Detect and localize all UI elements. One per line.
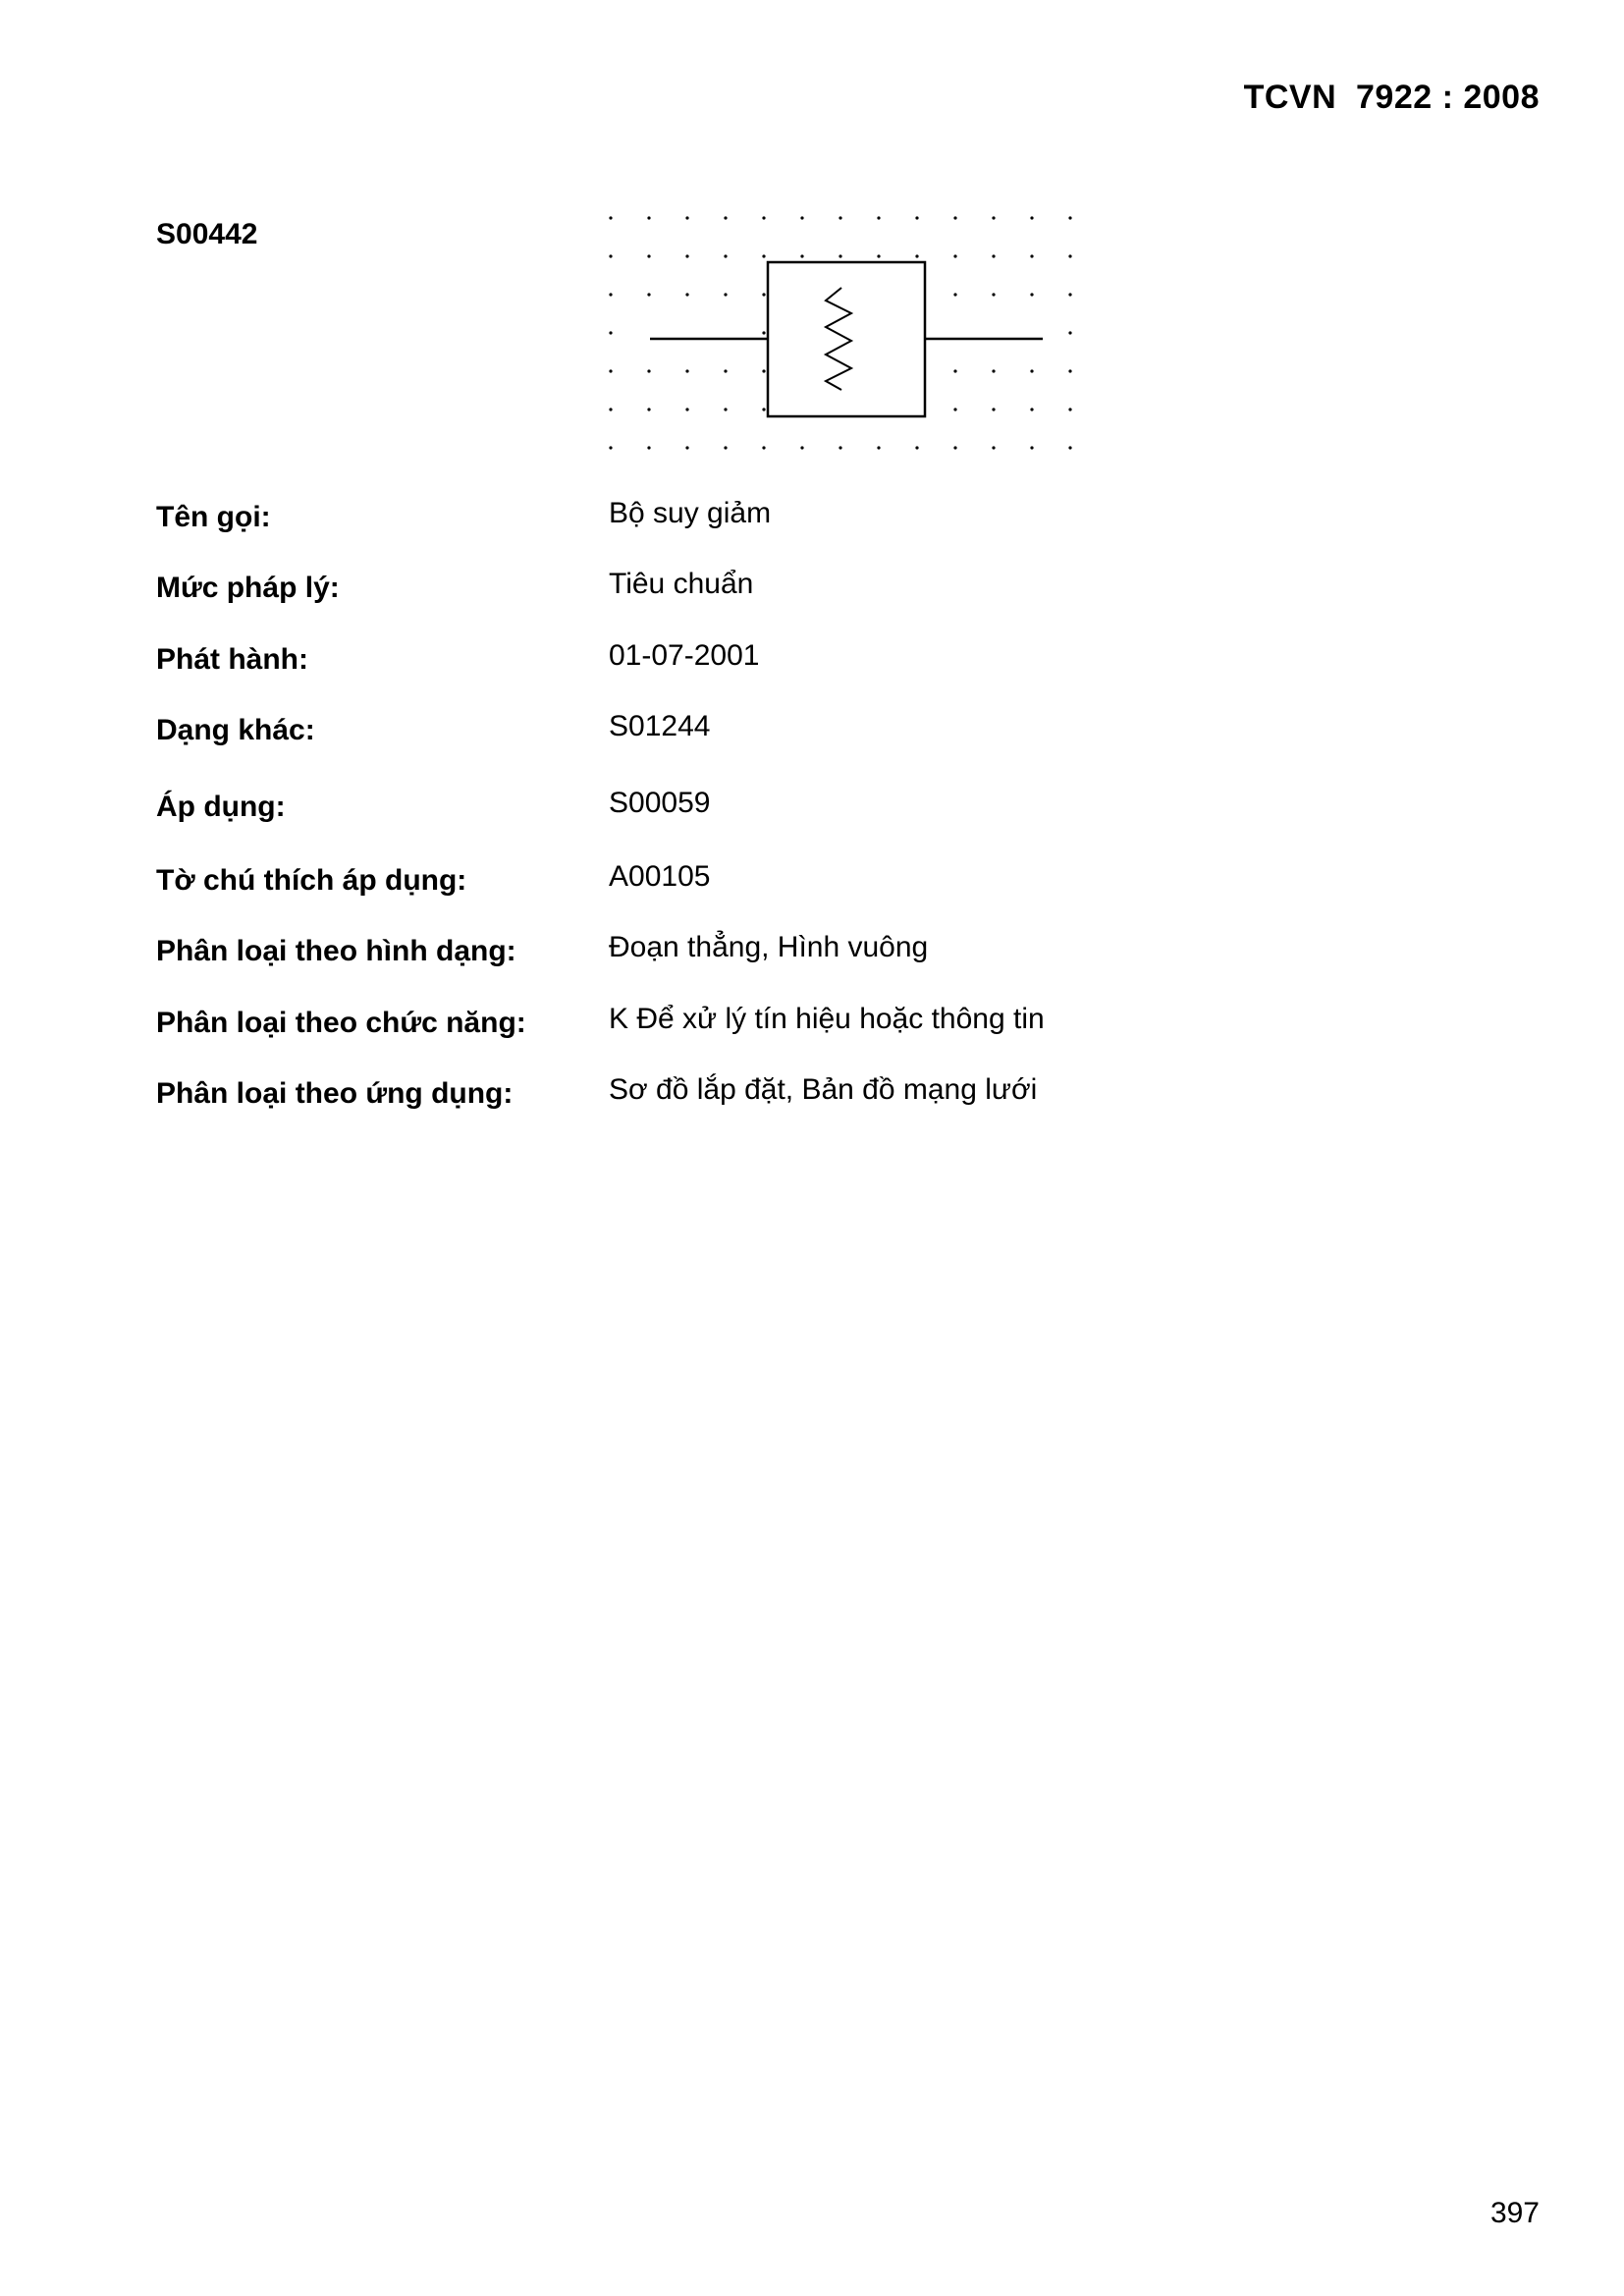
grid-dot — [1030, 369, 1033, 372]
grid-dot — [1030, 293, 1033, 296]
grid-dot — [724, 446, 727, 449]
attenuator-symbol-figure — [599, 201, 1090, 462]
grid-dot — [685, 293, 688, 296]
grid-dot — [685, 446, 688, 449]
grid-dot — [953, 293, 956, 296]
grid-dot — [1030, 408, 1033, 410]
property-value: K Để xử lý tín hiệu hoặc thông tin — [609, 1003, 1045, 1035]
attenuator-box — [768, 262, 925, 416]
property-value: Sơ đồ lắp đặt, Bản đồ mạng lưới — [609, 1073, 1038, 1106]
property-value: 01-07-2001 — [609, 639, 760, 672]
zigzag-resistor-icon — [826, 288, 851, 390]
grid-dot — [647, 216, 650, 219]
grid-dot — [992, 293, 995, 296]
grid-dot — [992, 446, 995, 449]
property-row — [156, 860, 1531, 903]
property-row — [156, 787, 1531, 830]
grid-dot — [839, 254, 841, 257]
property-value: S00059 — [609, 787, 711, 819]
property-label: Phân loại theo ứng dụng: — [156, 1077, 514, 1110]
grid-dot — [877, 446, 880, 449]
grid-dot — [724, 254, 727, 257]
grid-dot — [1068, 254, 1071, 257]
grid-dot — [647, 408, 650, 410]
property-label: Mức pháp lý: — [156, 572, 340, 604]
grid-dot — [1068, 216, 1071, 219]
property-label: Tờ chú thích áp dụng: — [156, 864, 467, 897]
grid-dot — [762, 446, 765, 449]
grid-dot — [800, 446, 803, 449]
grid-dot — [915, 216, 918, 219]
grid-dot — [953, 254, 956, 257]
property-row — [156, 710, 1531, 753]
grid-dot — [762, 293, 765, 296]
grid-dot — [724, 408, 727, 410]
grid-dot — [1030, 216, 1033, 219]
grid-dot — [800, 254, 803, 257]
grid-dot — [953, 446, 956, 449]
grid-dot — [877, 254, 880, 257]
property-row — [156, 497, 1531, 540]
grid-dot — [1030, 254, 1033, 257]
property-value: A00105 — [609, 860, 711, 893]
property-row — [156, 568, 1531, 611]
grid-dot — [992, 369, 995, 372]
grid-dot — [839, 446, 841, 449]
property-row — [156, 931, 1531, 974]
grid-dot — [685, 408, 688, 410]
property-row — [156, 1073, 1531, 1117]
grid-dot — [915, 446, 918, 449]
grid-dot — [647, 254, 650, 257]
grid-dot — [1068, 293, 1071, 296]
grid-dot — [685, 369, 688, 372]
property-row — [156, 639, 1531, 683]
property-label: Phân loại theo chức năng: — [156, 1007, 526, 1039]
grid-dot — [1068, 331, 1071, 334]
grid-dot — [647, 446, 650, 449]
grid-dot — [953, 408, 956, 410]
standard-code: TCVN 7922 : 2008 — [1243, 79, 1540, 116]
grid-dot — [1068, 369, 1071, 372]
property-label: Dạng khác: — [156, 714, 315, 746]
grid-dot — [762, 369, 765, 372]
grid-dot — [685, 216, 688, 219]
property-label: Phân loại theo hình dạng: — [156, 935, 516, 967]
property-value: Bộ suy giảm — [609, 497, 772, 529]
property-value: Đoạn thẳng, Hình vuông — [609, 931, 929, 963]
grid-dot — [839, 216, 841, 219]
grid-dot — [877, 216, 880, 219]
property-row — [156, 1003, 1531, 1046]
grid-dot — [762, 216, 765, 219]
grid-dot — [609, 369, 612, 372]
grid-dot — [724, 369, 727, 372]
grid-dot — [609, 331, 612, 334]
grid-dot — [953, 369, 956, 372]
grid-dot — [724, 293, 727, 296]
grid-dot — [915, 254, 918, 257]
property-label: Phát hành: — [156, 643, 308, 676]
grid-dot — [685, 254, 688, 257]
grid-dot — [609, 254, 612, 257]
grid-dot — [762, 408, 765, 410]
grid-dot — [953, 216, 956, 219]
grid-dot — [609, 408, 612, 410]
property-value: Tiêu chuẩn — [609, 568, 754, 600]
dot-grid — [609, 216, 1071, 449]
property-label: Tên gọi: — [156, 501, 271, 533]
page-number: 397 — [1489, 2197, 1540, 2229]
property-value: S01244 — [609, 710, 711, 742]
grid-dot — [992, 216, 995, 219]
grid-dot — [1030, 446, 1033, 449]
grid-dot — [762, 331, 765, 334]
grid-dot — [762, 254, 765, 257]
grid-dot — [609, 293, 612, 296]
property-label: Áp dụng: — [156, 791, 286, 823]
grid-dot — [1068, 446, 1071, 449]
grid-dot — [1068, 408, 1071, 410]
grid-dot — [609, 446, 612, 449]
grid-dot — [724, 216, 727, 219]
grid-dot — [609, 216, 612, 219]
symbol-id: S00442 — [156, 218, 258, 250]
grid-dot — [647, 293, 650, 296]
grid-dot — [992, 408, 995, 410]
grid-dot — [800, 216, 803, 219]
grid-dot — [647, 369, 650, 372]
grid-dot — [992, 254, 995, 257]
